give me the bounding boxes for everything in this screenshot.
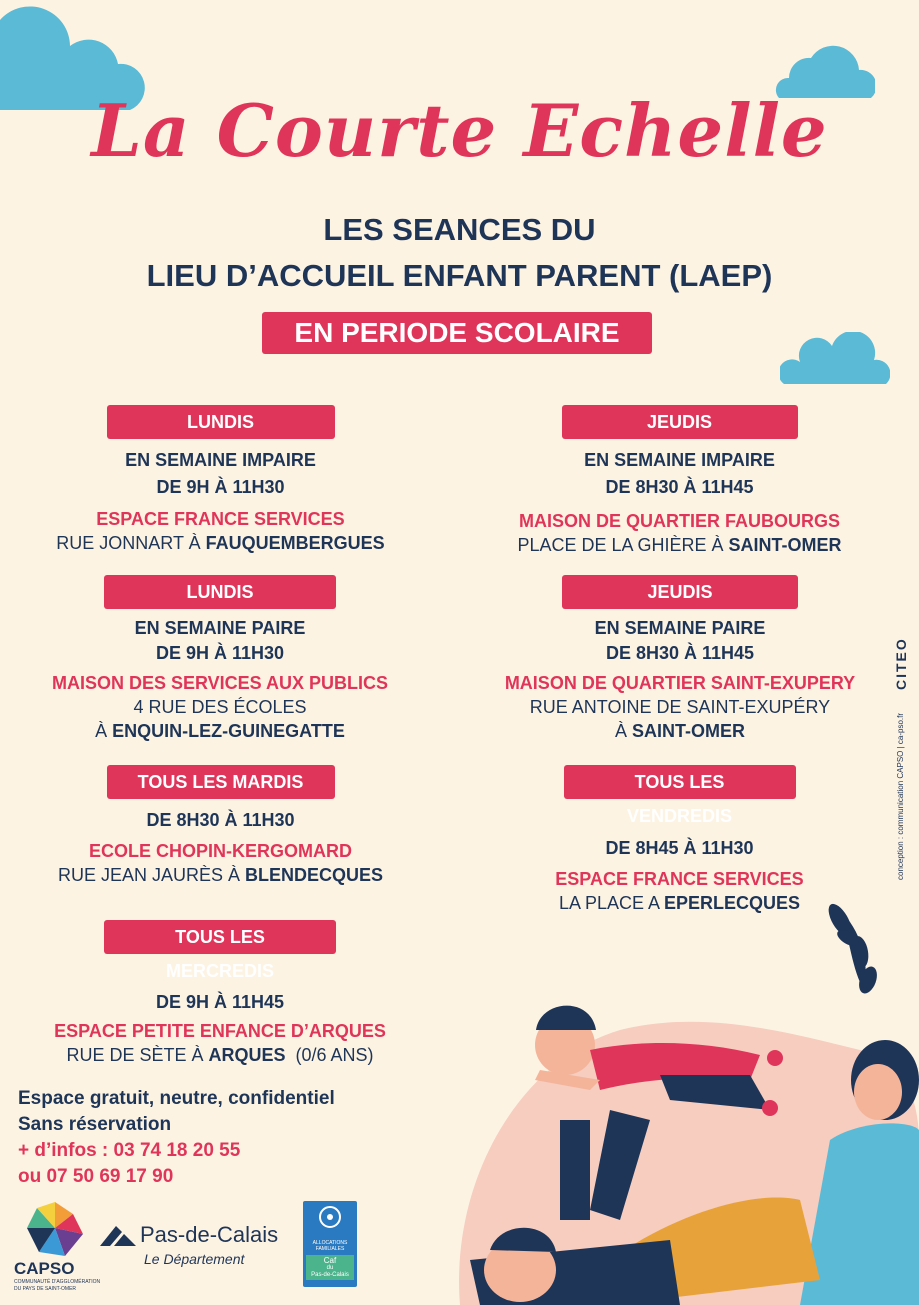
- caf-logo-line-2: FAMILIALES: [315, 1246, 345, 1252]
- session-city: ARQUES: [208, 1045, 286, 1065]
- session-address: [38, 863, 403, 887]
- caf-logo-line-1: ALLOCATIONS: [312, 1240, 348, 1246]
- capso-logo-icon: [25, 1200, 85, 1258]
- caf-logo-caf: Caf: [323, 1256, 337, 1265]
- session-day-badge: JEUDIS: [562, 575, 798, 609]
- caf-logo-du: du: [326, 1265, 334, 1271]
- session-place: MAISON DE QUARTIER FAUBOURGS: [518, 511, 840, 531]
- session-city: BLENDECQUES: [245, 865, 384, 885]
- session-city: EPERLECQUES: [664, 893, 801, 913]
- session-hours: DE 8H30 À 11H45: [605, 477, 754, 497]
- session-place: MAISON DES SERVICES AUX PUBLICS: [51, 673, 389, 693]
- citeo-logo: CITEO: [893, 637, 909, 690]
- session-age-note: (0/6 ANS): [295, 1045, 374, 1065]
- session-city: ENQUIN-LEZ-GUINEGATTE: [112, 721, 345, 741]
- capso-logo-subtitle-2: DU PAYS DE SAINT-OMER: [14, 1286, 77, 1292]
- session-hours: DE 9H À 11H45: [155, 992, 285, 1012]
- session-day-badge: TOUS LES MERCREDIS: [104, 920, 336, 954]
- session-thursday-even: [480, 575, 880, 743]
- caf-star-icon: [303, 1201, 357, 1235]
- session-address: [38, 531, 403, 555]
- page-title: La Courte Echelle: [91, 88, 828, 173]
- pas-de-calais-logo-icon: [100, 1224, 136, 1248]
- session-day-badge: TOUS LES VENDREDIS: [564, 765, 796, 799]
- session-week: EN SEMAINE PAIRE: [594, 618, 766, 638]
- subtitle-line-1: LES SEANCES DU: [323, 212, 596, 247]
- leaf-decoration-icon: [824, 900, 880, 995]
- session-address: [497, 533, 862, 557]
- session-place: MAISON DE QUARTIER SAINT-EXUPERY: [504, 673, 856, 693]
- session-day-badge: TOUS LES MARDIS: [107, 765, 335, 799]
- session-hours: DE 9H À 11H30: [156, 477, 285, 497]
- session-street-prefix: À: [614, 721, 632, 741]
- session-street: RUE DE SÈTE À: [66, 1045, 209, 1065]
- session-hours: DE 9H À 11H30: [155, 643, 285, 663]
- session-street: PLACE DE LA GHIÈRE À: [517, 535, 729, 555]
- footer-phone-1[interactable]: + d’infos : 03 74 18 20 55: [18, 1140, 241, 1161]
- session-place: ESPACE FRANCE SERVICES: [96, 509, 345, 529]
- footer-line-free: Espace gratuit, neutre, confidentiel: [18, 1088, 335, 1109]
- caf-logo: [303, 1201, 357, 1287]
- session-tuesday: [38, 765, 403, 887]
- pas-de-calais-logo-text: Pas-de-Calais: [140, 1222, 279, 1247]
- session-day-badge: JEUDIS: [562, 405, 798, 439]
- session-hours: DE 8H45 À 11H30: [605, 838, 754, 858]
- subtitle-line-2: LIEU D’ACCUEIL ENFANT PARENT (LAEP): [146, 258, 773, 293]
- session-address: [25, 719, 415, 743]
- session-day-badge: LUNDIS: [107, 405, 335, 439]
- capso-logo-subtitle: COMMUNAUTÉ D'AGGLOMÉRATION: [14, 1279, 101, 1285]
- session-street: LA PLACE A: [558, 893, 665, 913]
- session-city: SAINT-OMER: [632, 721, 746, 741]
- capso-logo-text: CAPSO: [14, 1259, 75, 1278]
- design-credit: conception : communication CAPSO | ca-pso.fr: [896, 712, 905, 880]
- session-place: ESPACE FRANCE SERVICES: [555, 869, 804, 889]
- footer-phone-2[interactable]: ou 07 50 69 17 90: [18, 1166, 174, 1187]
- caf-logo-dept: Pas-de-Calais: [311, 1272, 349, 1278]
- session-week: EN SEMAINE PAIRE: [134, 618, 306, 638]
- session-hours: DE 8H30 À 11H30: [146, 810, 295, 830]
- session-street: 4 RUE DES ÉCOLES: [133, 697, 307, 717]
- session-place: ECOLE CHOPIN-KERGOMARD: [88, 841, 352, 861]
- session-monday-odd: [38, 405, 403, 555]
- session-hours: DE 8H30 À 11H45: [605, 643, 755, 663]
- session-week: EN SEMAINE IMPAIRE: [125, 450, 316, 470]
- session-place: ESPACE PETITE ENFANCE D’ARQUES: [54, 1021, 386, 1041]
- session-day-badge: LUNDIS: [104, 575, 336, 609]
- session-street: RUE JEAN JAURÈS À: [57, 865, 246, 885]
- pas-de-calais-logo-subtitle: Le Département: [144, 1251, 245, 1267]
- session-street-prefix: À: [95, 721, 113, 741]
- info-footer: [18, 1086, 335, 1190]
- session-street: RUE JONNART À: [56, 533, 206, 553]
- cloud-mid-right-decoration: [780, 332, 890, 388]
- session-city: SAINT-OMER: [728, 535, 842, 555]
- session-thursday-odd: [497, 405, 862, 557]
- session-street: RUE ANTOINE DE SAINT-EXUPÉRY: [529, 697, 831, 717]
- session-wednesday: [20, 920, 420, 1067]
- session-monday-even: [25, 575, 415, 743]
- session-address: [480, 719, 880, 743]
- family-illustration: [440, 880, 919, 1305]
- session-city: FAUQUEMBERGUES: [205, 533, 385, 553]
- footer-line-reservation: Sans réservation: [18, 1114, 172, 1135]
- session-address: [20, 1043, 420, 1067]
- session-week: EN SEMAINE IMPAIRE: [584, 450, 775, 470]
- period-banner: EN PERIODE SCOLAIRE: [262, 312, 652, 354]
